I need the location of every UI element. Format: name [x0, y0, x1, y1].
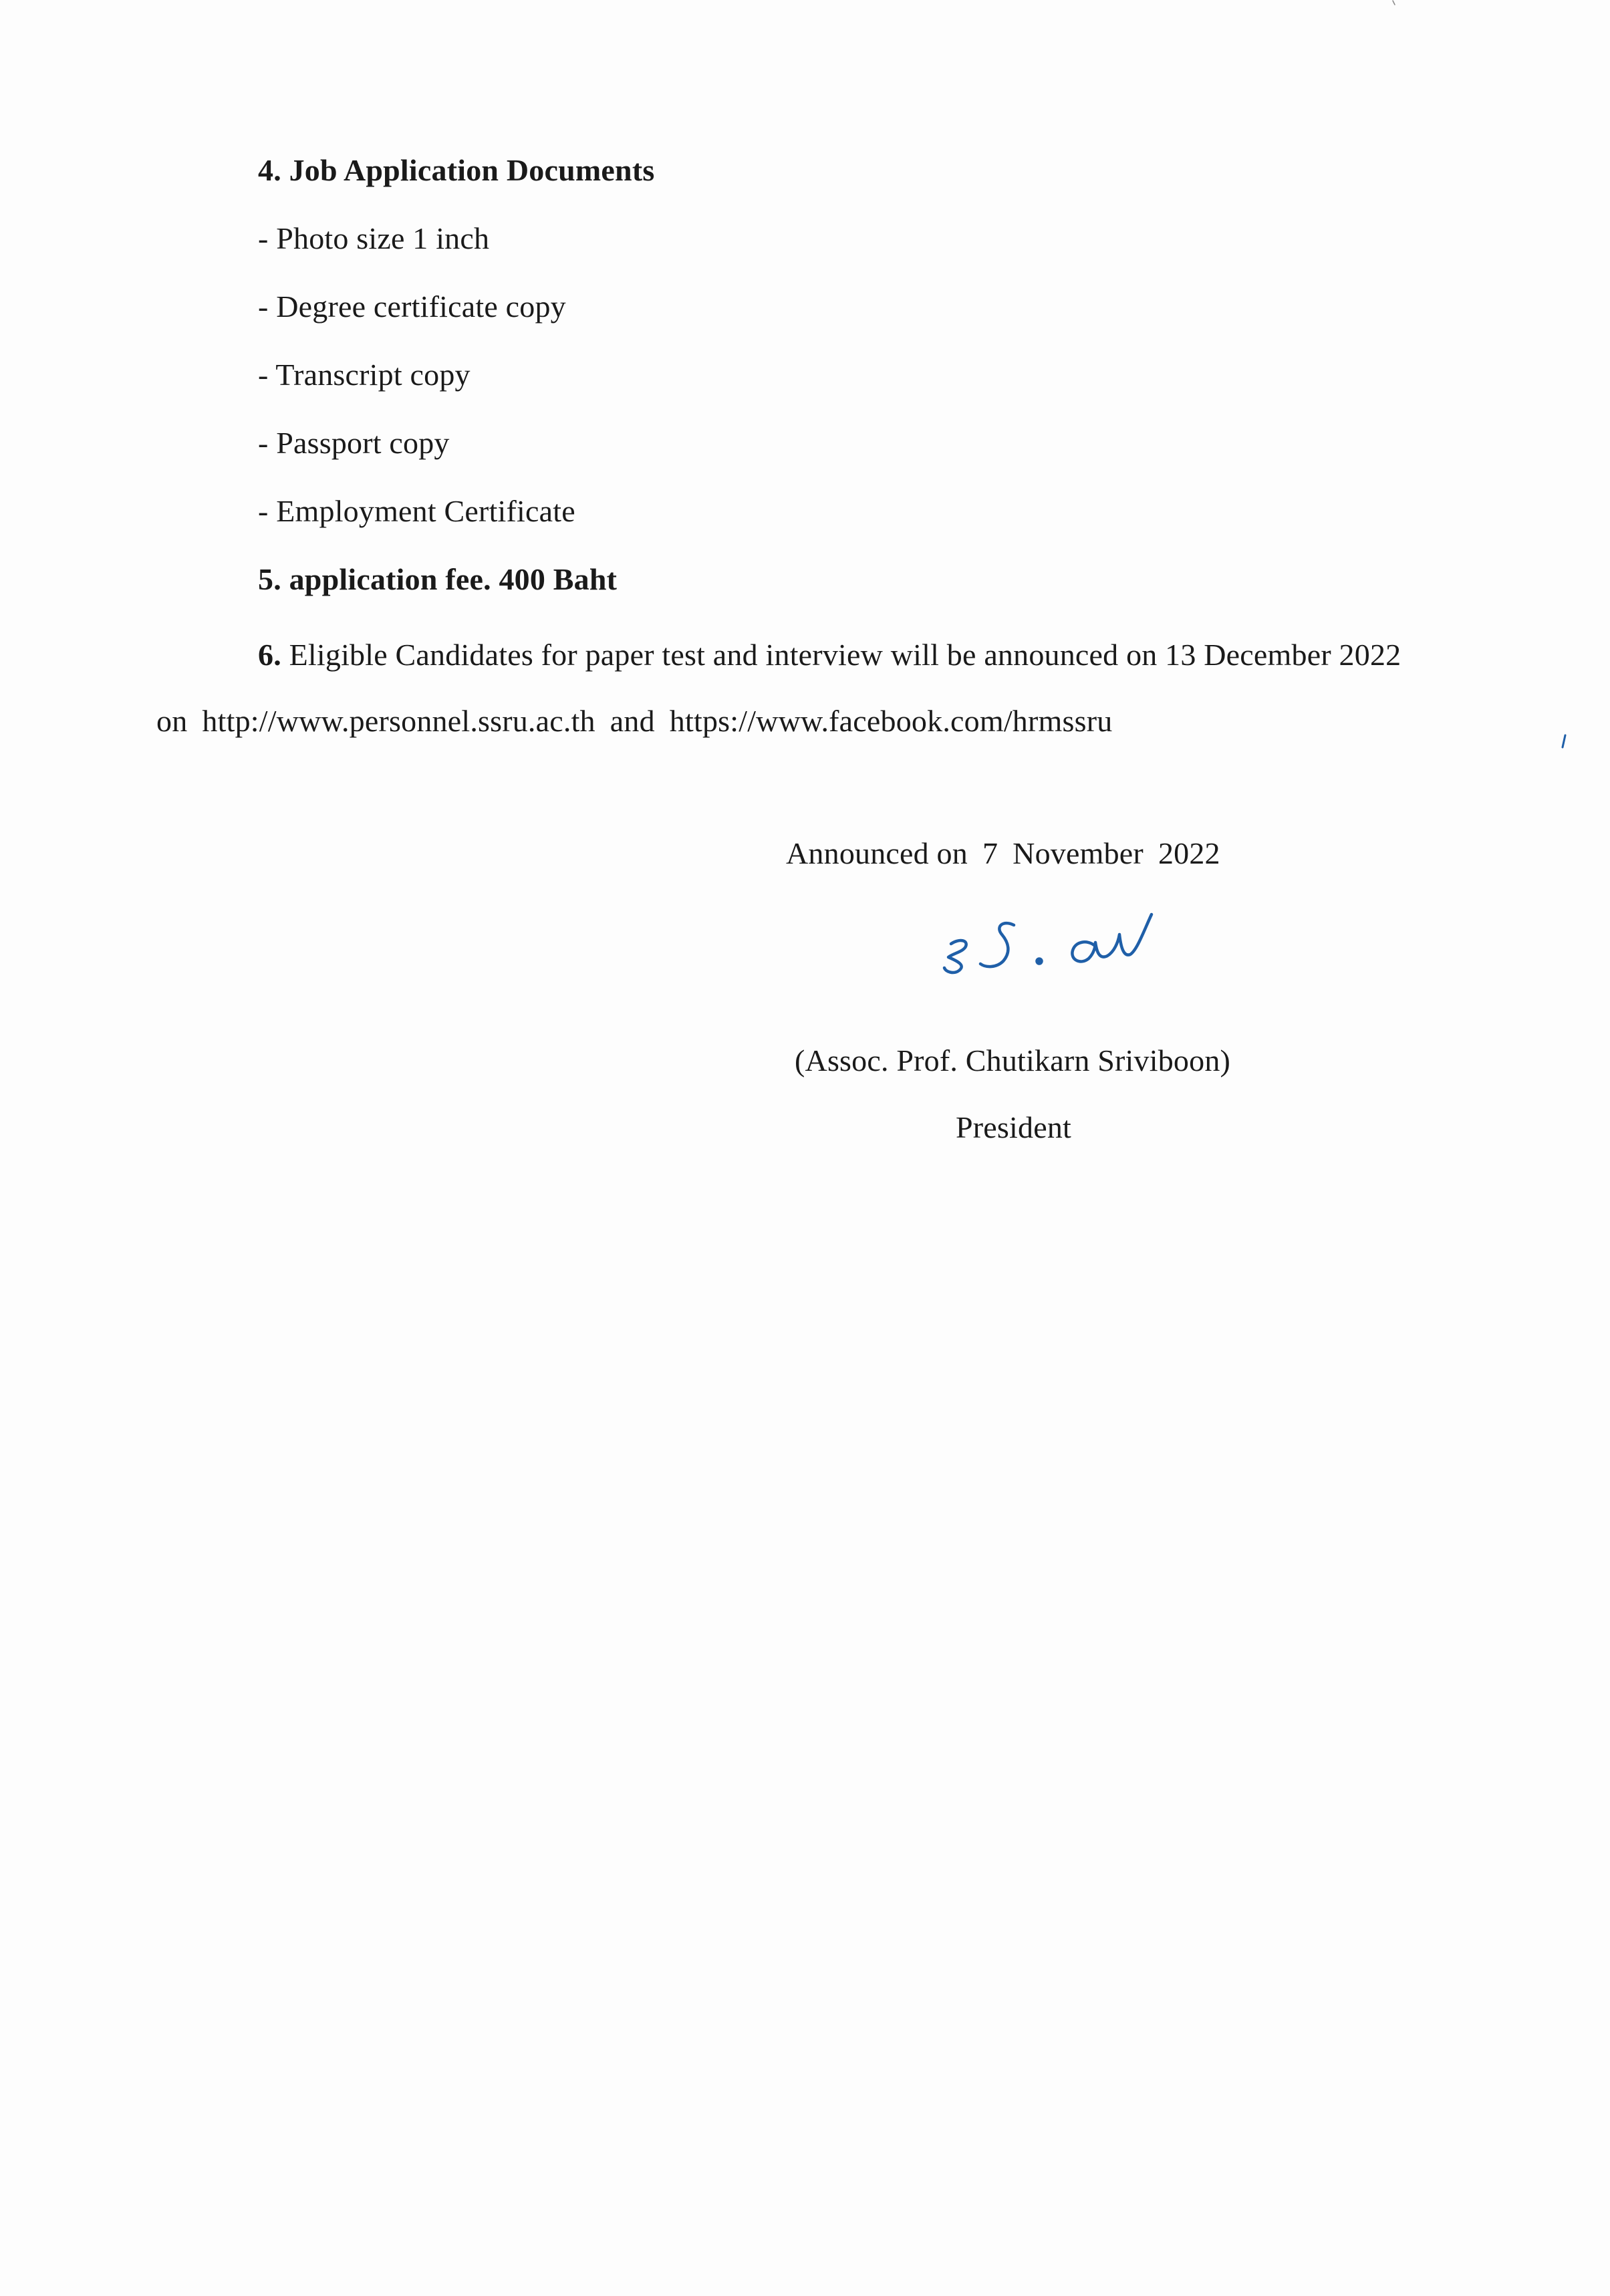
section-6-line-2: [156, 701, 1112, 741]
announced-prefix: Announced on: [786, 836, 968, 870]
facebook-url: https://www.facebook.com/hrmssru: [669, 704, 1113, 738]
section-6-number: 6.: [258, 638, 281, 672]
and-word: and: [610, 704, 655, 738]
signatory-title: President: [956, 1110, 1071, 1144]
document-item-transcript: - Transcript copy: [258, 358, 471, 392]
personnel-url: http://www.personnel.ssru.ac.th: [202, 704, 595, 738]
announced-year: 2022: [1158, 836, 1220, 870]
document-item-employment: - Employment Certificate: [258, 494, 575, 528]
scan-edge-mark: [1391, 0, 1397, 5]
on-word: on: [156, 704, 188, 738]
document-item-degree: - Degree certificate copy: [258, 289, 566, 324]
section-5-application-fee: 5. application fee. 400 Baht: [258, 562, 618, 596]
handwritten-signature: [939, 882, 1166, 983]
signatory-name: (Assoc. Prof. Chutikarn Sriviboon): [795, 1043, 1231, 1077]
announced-month: November: [1013, 836, 1144, 870]
announcement-date: [786, 834, 1220, 874]
section-6-line-1: [258, 635, 1401, 675]
document-item-photo: - Photo size 1 inch: [258, 221, 490, 255]
announced-day: 7: [982, 836, 998, 870]
document-item-passport: - Passport copy: [258, 426, 450, 460]
stray-ink-mark: [1560, 734, 1568, 749]
section-4-heading: 4. Job Application Documents: [258, 153, 655, 187]
section-6-text: Eligible Candidates for paper test and interview will be announced on 13 December 2022: [281, 638, 1401, 672]
